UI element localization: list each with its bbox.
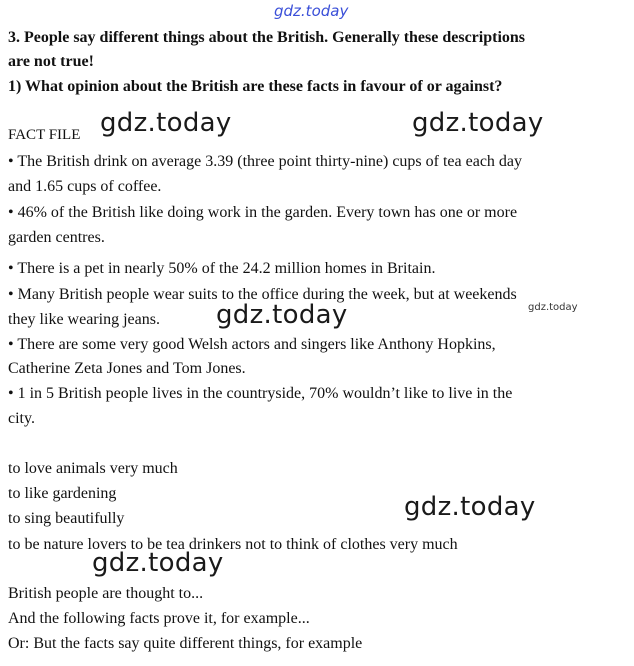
phrase-line: British people are thought to... [8,585,204,602]
watermark-4: gdz.today [404,492,536,522]
watermark-small: gdz.today [528,302,578,313]
fact-line: Catherine Zeta Jones and Tom Jones. [8,360,246,377]
fact-line: • 46% of the British like doing work in the garden. Every town has one or more [8,204,518,221]
watermark-3: gdz.today [216,300,348,330]
opinion-item: to love animals very much [8,460,178,477]
fact-line: and 1.65 cups of coffee. [8,178,162,195]
phrase-line: And the following facts prove it, for example... [8,610,310,627]
fact-line: • 1 in 5 British people lives in the countryside, 70% wouldn’t like to live in the [8,385,513,402]
opinion-item: to be nature lovers to be tea drinkers not to think of clothes very much [8,536,458,553]
watermark-1: gdz.today [100,108,232,138]
fact-file-title: FACT FILE [8,127,81,143]
opinion-item: to sing beautifully [8,510,125,527]
fact-line: • Many British people wear suits to the office during the week, but at weekends [8,286,517,303]
fact-line: • The British drink on average 3.39 (three point thirty-nine) cups of tea each day [8,153,523,170]
task-question: 1) What opinion about the British are these facts in favour of or against? [8,78,503,95]
fact-line: • There are some very good Welsh actors and singers like Anthony Hopkins, [8,336,496,353]
watermark-5: gdz.today [92,548,224,578]
phrase-line: Or: But the facts say quite different things, for example [8,635,363,652]
fact-line: city. [8,410,35,427]
task-heading-line-2: are not true! [8,53,94,70]
watermark-top: gdz.today [274,2,349,20]
opinion-item: to like gardening [8,485,117,502]
fact-line: they like wearing jeans. [8,311,160,328]
fact-line: • There is a pet in nearly 50% of the 24.2 million homes in Britain. [8,260,436,277]
fact-line: garden centres. [8,229,105,246]
task-heading-line-1: 3. People say different things about the British. Generally these descriptions [8,29,526,46]
watermark-2: gdz.today [412,108,544,138]
